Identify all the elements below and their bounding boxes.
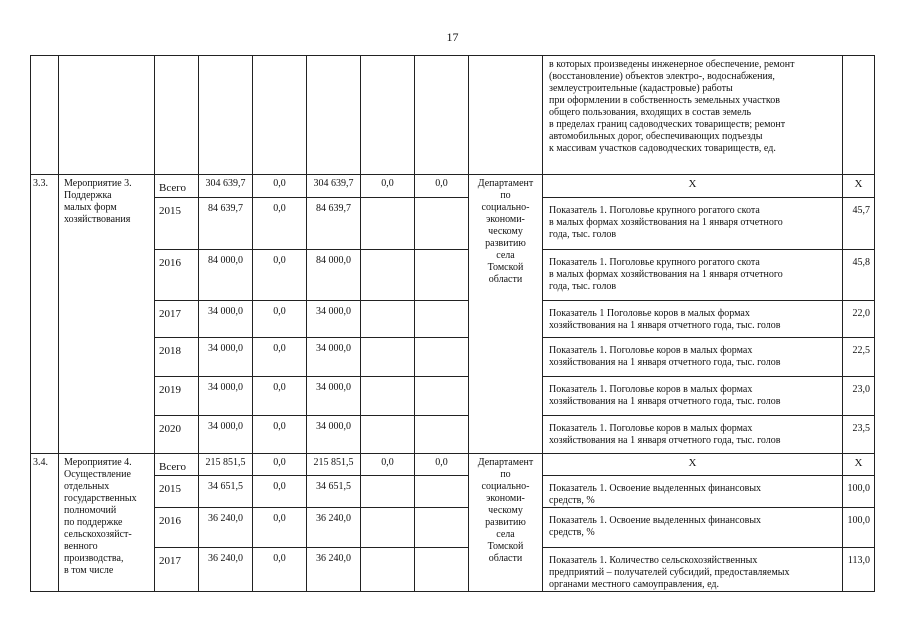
year: 2020	[155, 416, 199, 454]
amount-federal: 0,0	[253, 301, 307, 338]
activity-name-line: в том числе	[64, 565, 114, 576]
indicator-text-line: предприятий – получателей субсидий, предоставляемых	[549, 567, 790, 578]
empty-cell	[415, 416, 469, 454]
empty-cell	[361, 250, 415, 301]
indicator-text-line: года, тыс. голов	[549, 281, 617, 292]
amount-total: 34 651,5	[199, 476, 253, 508]
empty-cell	[415, 301, 469, 338]
amount-total: 36 240,0	[199, 548, 253, 592]
empty-cell	[415, 56, 469, 175]
indicator-value: 100,0	[843, 508, 875, 548]
amount-total: 34 000,0	[199, 301, 253, 338]
department-line: по	[500, 190, 511, 201]
total-other: 0,0	[415, 454, 469, 476]
indicator-text	[543, 250, 843, 301]
department-line: развитию	[485, 238, 526, 249]
total-regional: 304 639,7	[307, 175, 361, 198]
table-row	[31, 250, 875, 301]
total-regional: 215 851,5	[307, 454, 361, 476]
total-local: 0,0	[361, 175, 415, 198]
intro-indicator-text-line: в пределах границ садоводческих товариществ; ремонт	[549, 119, 786, 130]
amount-federal: 0,0	[253, 377, 307, 416]
empty-cell	[307, 56, 361, 175]
indicator-text-line: хозяйствования на 1 января отчетного года, тыс. голов	[549, 396, 781, 407]
table-row	[31, 377, 875, 416]
year: 2019	[155, 377, 199, 416]
amount-total: 34 000,0	[199, 416, 253, 454]
department-line: Департамент	[477, 457, 534, 468]
activity-name-line: полномочий	[64, 505, 117, 516]
activity-name-line: сельскохозяйст-	[64, 529, 132, 540]
indicator-text-line: органами местного самоуправления, ед.	[549, 579, 719, 590]
indicator-text-line: в малых формах хозяйствования на 1 января отчетного	[549, 269, 783, 280]
empty-cell	[361, 548, 415, 592]
indicator-text	[543, 301, 843, 338]
department	[469, 175, 543, 454]
department-line: Департамент	[477, 178, 534, 189]
intro-indicator-text-line: при оформлении в собственность земельных участков	[549, 95, 780, 106]
empty-cell	[469, 56, 543, 175]
amount-regional: 34 000,0	[307, 301, 361, 338]
amount-total: 34 000,0	[199, 338, 253, 377]
department-line: Томской	[487, 262, 524, 273]
empty-cell	[843, 56, 875, 175]
section-number: 3.4.	[31, 454, 59, 592]
department-line: экономи-	[486, 493, 525, 504]
year: 2015	[155, 476, 199, 508]
indicator-text	[543, 476, 843, 508]
indicator-text-line: средств, %	[549, 527, 595, 538]
empty-cell	[415, 377, 469, 416]
intro-indicator-text-line: в которых произведены инженерное обеспечение, ремонт	[549, 59, 795, 70]
empty-cell	[361, 301, 415, 338]
activity-name-line: Мероприятие 4.	[64, 457, 132, 468]
amount-regional: 36 240,0	[307, 508, 361, 548]
empty-cell	[59, 56, 155, 175]
indicator-text-line: Показатель 1. Освоение выделенных финансовых	[549, 483, 762, 494]
amount-federal: 0,0	[253, 416, 307, 454]
department-line: села	[496, 529, 515, 540]
empty-cell	[361, 56, 415, 175]
empty-cell	[155, 56, 199, 175]
activity-name-line: малых форм	[64, 202, 117, 213]
table-row	[31, 301, 875, 338]
table-row	[31, 198, 875, 250]
indicator-text-line: хозяйствования на 1 января отчетного года, тыс. голов	[549, 435, 781, 446]
value-x: X	[843, 454, 875, 476]
indicator-x: X	[543, 454, 843, 476]
year: 2017	[155, 301, 199, 338]
amount-federal: 0,0	[253, 508, 307, 548]
department-line: экономи-	[486, 214, 525, 225]
intro-indicator-text-line: автомобильных дорог, обеспечивающих подъезды	[549, 131, 763, 142]
total-label: Всего	[155, 454, 199, 476]
amount-federal: 0,0	[253, 250, 307, 301]
department-line: области	[488, 274, 523, 285]
year: 2017	[155, 548, 199, 592]
table-row	[31, 338, 875, 377]
indicator-text-line: года, тыс. голов	[549, 229, 617, 240]
indicator-value: 23,0	[843, 377, 875, 416]
indicator-value: 22,0	[843, 301, 875, 338]
department-line: ческому	[488, 226, 523, 237]
activity-name-line: Поддержка	[64, 190, 112, 201]
empty-cell	[415, 508, 469, 548]
total-label: Всего	[155, 175, 199, 198]
activity-name-line: отдельных	[64, 481, 110, 492]
indicator-text-line: Показатель 1. Поголовье крупного рогатого скота	[549, 257, 760, 268]
department-line: социально-	[481, 481, 530, 492]
indicator-text-line: Показатель 1. Освоение выделенных финансовых	[549, 515, 762, 526]
indicator-text	[543, 416, 843, 454]
department	[469, 454, 543, 592]
amount-federal: 0,0	[253, 476, 307, 508]
amount-federal: 0,0	[253, 548, 307, 592]
indicator-text-line: Показатель 1. Поголовье крупного рогатого скота	[549, 205, 760, 216]
empty-cell	[415, 250, 469, 301]
program-table	[30, 55, 875, 592]
empty-cell	[415, 476, 469, 508]
activity-name-line: Осуществление	[64, 469, 131, 480]
total-federal: 0,0	[253, 454, 307, 476]
department-line: социально-	[481, 202, 530, 213]
total-federal: 0,0	[253, 175, 307, 198]
department-line: области	[488, 553, 523, 564]
year: 2018	[155, 338, 199, 377]
total-local: 0,0	[361, 454, 415, 476]
amount-federal: 0,0	[253, 198, 307, 250]
activity-name	[59, 175, 155, 454]
activity-name-line: по поддержке	[64, 517, 123, 528]
department-line: села	[496, 250, 515, 261]
indicator-value: 23,5	[843, 416, 875, 454]
amount-regional: 34 651,5	[307, 476, 361, 508]
amount-regional: 36 240,0	[307, 548, 361, 592]
indicator-text-line: Показатель 1. Поголовье коров в малых формах	[549, 345, 753, 356]
empty-cell	[361, 508, 415, 548]
amount-total: 84 000,0	[199, 250, 253, 301]
activity-name-line: производства,	[64, 553, 124, 564]
indicator-text	[543, 338, 843, 377]
intro-indicator-text-line: общего пользования, входящих в состав земель	[549, 107, 752, 118]
indicator-text-line: Показатель 1. Поголовье коров в малых формах	[549, 384, 753, 395]
empty-cell	[199, 56, 253, 175]
empty-cell	[361, 416, 415, 454]
amount-regional: 84 639,7	[307, 198, 361, 250]
amount-total: 34 000,0	[199, 377, 253, 416]
activity-name-line: венного	[64, 541, 98, 552]
year: 2016	[155, 508, 199, 548]
indicator-value: 45,7	[843, 198, 875, 250]
empty-cell	[415, 198, 469, 250]
empty-cell	[31, 56, 59, 175]
empty-cell	[415, 548, 469, 592]
table-row	[31, 416, 875, 454]
activity-name-line: хозяйствования	[64, 214, 131, 225]
table-row	[31, 508, 875, 548]
indicator-value: 100,0	[843, 476, 875, 508]
indicator-text	[543, 508, 843, 548]
indicator-text-line: Показатель 1 Поголовье коров в малых формах	[549, 308, 750, 319]
department-line: развитию	[485, 517, 526, 528]
indicator-text-line: средств, %	[549, 495, 595, 506]
amount-federal: 0,0	[253, 338, 307, 377]
indicator-value: 22,5	[843, 338, 875, 377]
indicator-text	[543, 377, 843, 416]
indicator-text-line: Показатель 1. Поголовье коров в малых формах	[549, 423, 753, 434]
empty-cell	[253, 56, 307, 175]
department-line: по	[500, 469, 511, 480]
empty-cell	[361, 338, 415, 377]
activity-name-line: Мероприятие 3.	[64, 178, 132, 189]
section-number: 3.3.	[31, 175, 59, 454]
amount-total: 84 639,7	[199, 198, 253, 250]
empty-cell	[415, 338, 469, 377]
amount-regional: 34 000,0	[307, 377, 361, 416]
amount-regional: 84 000,0	[307, 250, 361, 301]
total-amount: 304 639,7	[199, 175, 253, 198]
empty-cell	[361, 476, 415, 508]
intro-indicator-text-line: землеустроительные (кадастровые) работы	[549, 83, 733, 94]
intro-indicator-text-line: к массивам участков садоводческих товариществ, ед.	[549, 143, 776, 154]
indicator-text	[543, 198, 843, 250]
empty-cell	[361, 198, 415, 250]
intro-indicator-text-line: (восстановление) объектов электро-, водоснабжения,	[549, 71, 775, 82]
indicator-x: X	[543, 175, 843, 198]
year: 2015	[155, 198, 199, 250]
indicator-text-line: хозяйствования на 1 января отчетного года, тыс. голов	[549, 357, 781, 368]
table-row	[31, 548, 875, 592]
year: 2016	[155, 250, 199, 301]
page-number: 17	[446, 30, 459, 44]
amount-total: 36 240,0	[199, 508, 253, 548]
indicator-text-line: хозяйствования на 1 января отчетного года, тыс. голов	[549, 320, 781, 331]
total-amount: 215 851,5	[199, 454, 253, 476]
indicator-text-line: в малых формах хозяйствования на 1 января отчетного	[549, 217, 783, 228]
intro-indicator-text	[543, 56, 843, 175]
activity-name-line: государственных	[64, 493, 137, 504]
department-line: Томской	[487, 541, 524, 552]
indicator-text	[543, 548, 843, 592]
value-x: X	[843, 175, 875, 198]
amount-regional: 34 000,0	[307, 416, 361, 454]
activity-name	[59, 454, 155, 592]
indicator-text-line: Показатель 1. Количество сельскохозяйственных	[549, 555, 758, 566]
total-other: 0,0	[415, 175, 469, 198]
department-line: ческому	[488, 505, 523, 516]
indicator-value: 113,0	[843, 548, 875, 592]
amount-regional: 34 000,0	[307, 338, 361, 377]
table-row	[31, 476, 875, 508]
indicator-value: 45,8	[843, 250, 875, 301]
empty-cell	[361, 377, 415, 416]
